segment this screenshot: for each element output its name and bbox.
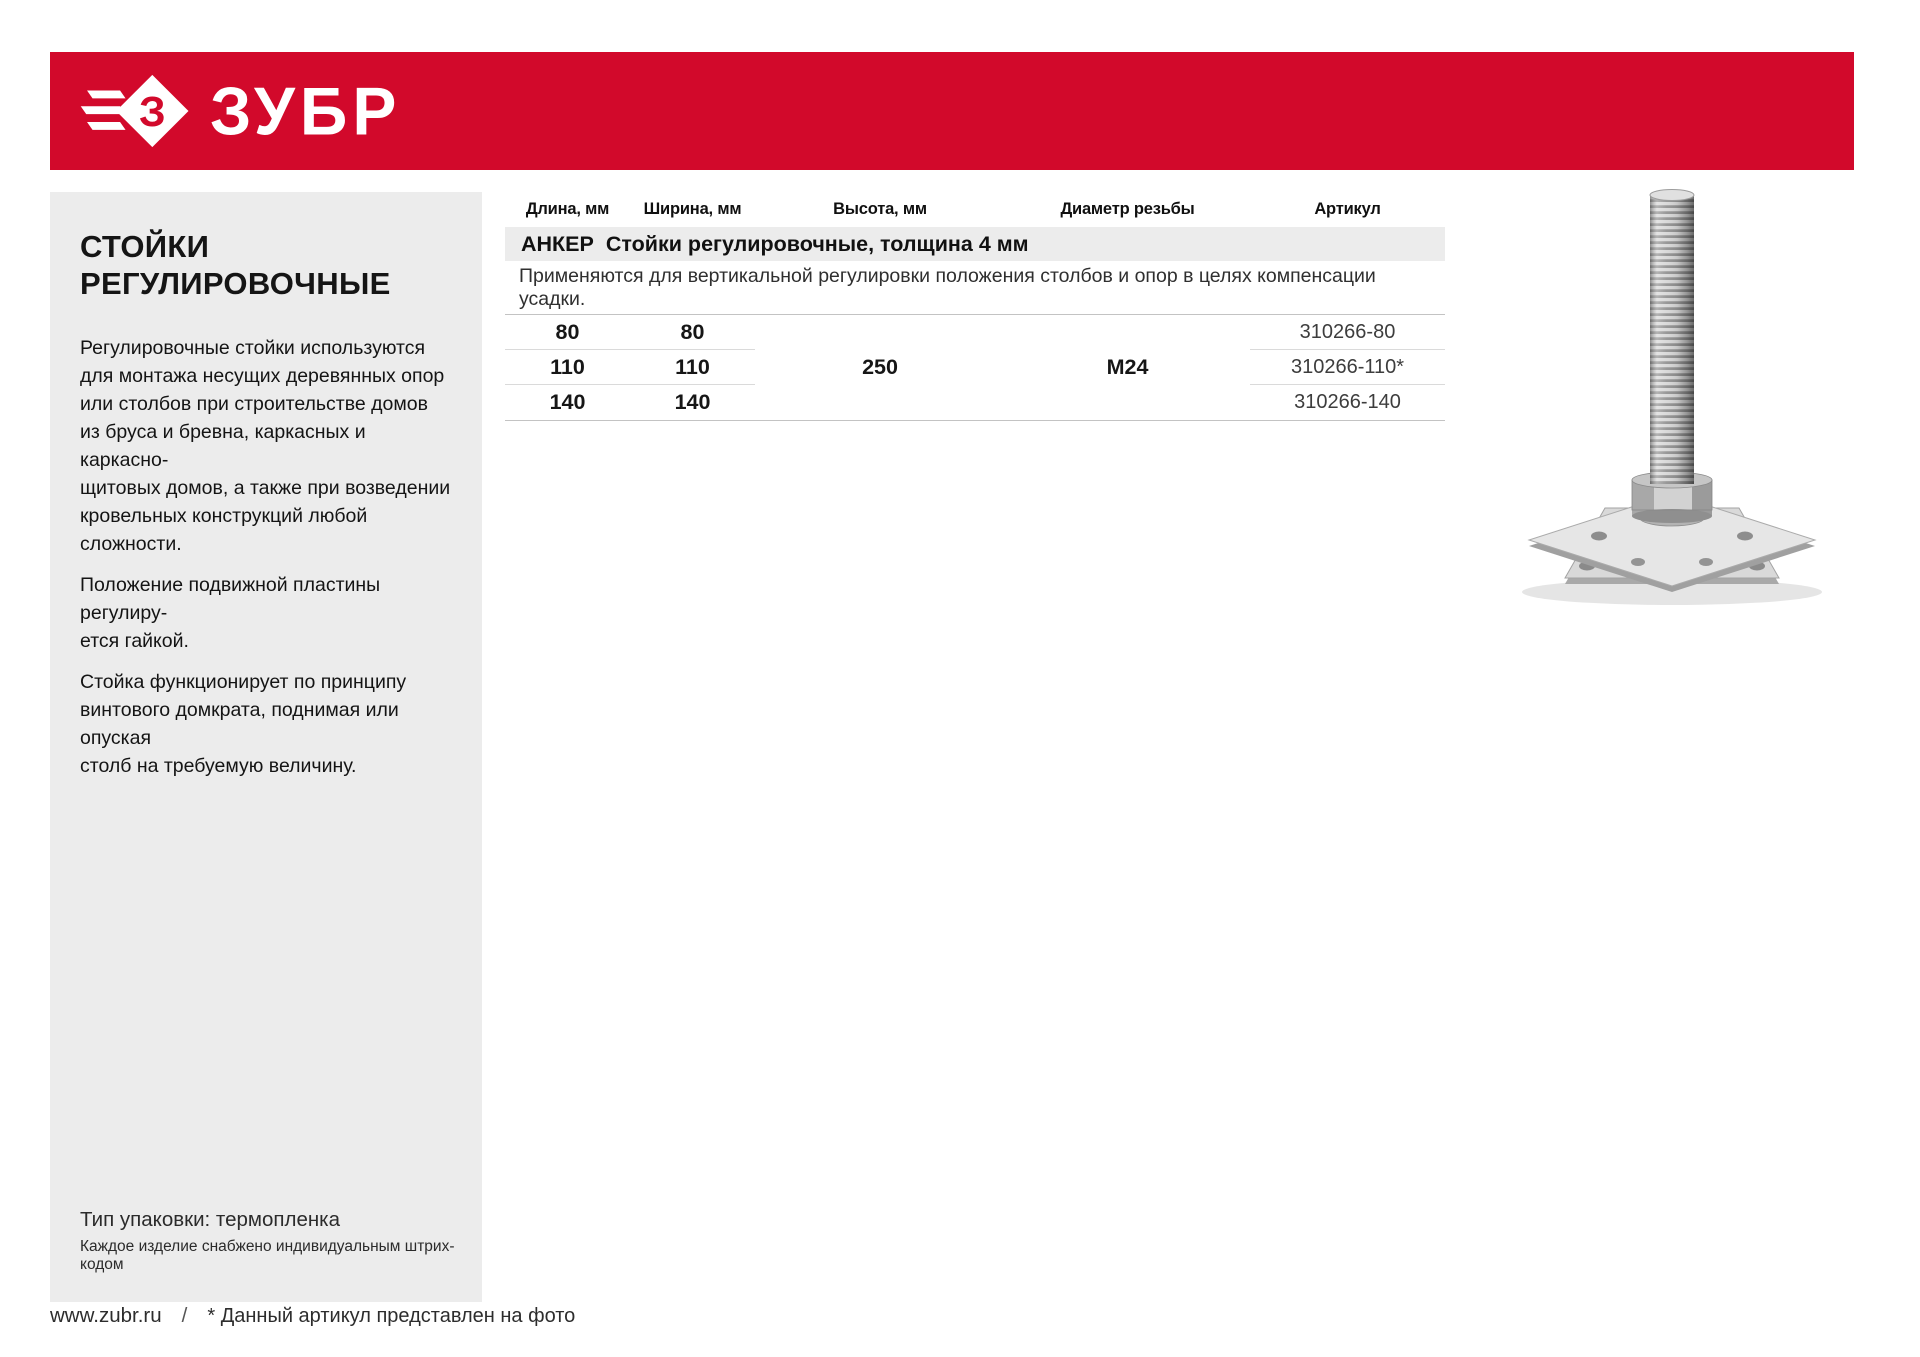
text-line: или столбов при строительстве домов [80, 393, 428, 416]
sidebar [50, 192, 482, 1302]
product-group-prefix: АНКЕР [521, 231, 594, 256]
product-photo [1495, 148, 1855, 628]
zubr-logo-text: ЗУБР [210, 73, 402, 149]
column-header-width: Ширина, мм [643, 200, 742, 218]
spec-cell-length: 140 [549, 390, 586, 414]
text-line: щитовых домов, а также при возведении [80, 477, 451, 500]
spec-table [505, 200, 1445, 421]
packaging-type: Тип упаковки: термопленка [80, 1208, 340, 1231]
page-footer [50, 1304, 575, 1328]
spec-cell-article: 310266-110* [1250, 350, 1445, 385]
column-header-height: Высота, мм [833, 200, 927, 218]
svg-text:З: З [139, 88, 166, 136]
page-title-line: СТОЙКИ [80, 229, 210, 264]
spec-table-header [505, 200, 1445, 219]
column-header-article: Артикул [1314, 200, 1381, 218]
description-paragraph [80, 571, 456, 655]
spec-cell-height-shared: 250 [862, 355, 898, 379]
spec-cell-width: 140 [674, 390, 711, 414]
product-usage-note: Применяются для вертикальной регулировки положения столбов и опор в целях компенсации усадки. [519, 264, 1376, 310]
text-line: Регулировочные стойки используются [80, 337, 426, 360]
product-group-title: Стойки регулировочные, толщина 4 мм [605, 231, 1029, 256]
text-line: Стойка функционирует по принципу [80, 671, 407, 694]
spec-cell-article: 310266-140 [1294, 391, 1401, 413]
product-group-row [505, 227, 1445, 261]
site-url: www.zubr.ru [50, 1304, 162, 1327]
spec-table-body [505, 314, 1445, 421]
page-title [80, 228, 456, 302]
page-title-line: РЕГУЛИРОВОЧНЫЕ [80, 266, 391, 302]
adjustable-post-image [1495, 148, 1855, 628]
column-header-length: Длина, мм [525, 200, 610, 218]
text-line: для монтажа несущих деревянных опор [80, 365, 445, 388]
text-line: Положение подвижной пластины регулиру- [80, 574, 381, 625]
zubr-emblem-icon [76, 65, 194, 157]
spec-cell-width: 80 [630, 315, 755, 350]
text-line: винтового домкрата, поднимая или опуская [80, 699, 399, 750]
description-paragraph [80, 334, 456, 558]
packaging-info [80, 1208, 458, 1274]
zubr-logo [76, 65, 401, 157]
description-paragraph [80, 668, 456, 780]
spec-cell-width: 110 [630, 350, 755, 385]
text-line: ется гайкой. [80, 630, 189, 653]
spec-cell-thread-shared: М24 [1106, 355, 1149, 379]
footer-divider: / [181, 1304, 188, 1327]
spec-cell-length: 80 [505, 315, 630, 350]
packaging-note: Каждое изделие снабжено индивидуальным штрих-кодом [80, 1238, 455, 1273]
text-line: кровельных конструкций любой сложности. [80, 505, 368, 556]
text-line: столб на требуемую величину. [80, 755, 357, 778]
text-line: из бруса и бревна, каркасных и каркасно- [80, 421, 366, 472]
footer-footnote: * Данный артикул представлен на фото [207, 1305, 576, 1327]
spec-cell-article: 310266-80 [1250, 315, 1445, 350]
spec-cell-length: 110 [505, 350, 630, 385]
column-header-thread: Диаметр резьбы [1060, 200, 1195, 218]
